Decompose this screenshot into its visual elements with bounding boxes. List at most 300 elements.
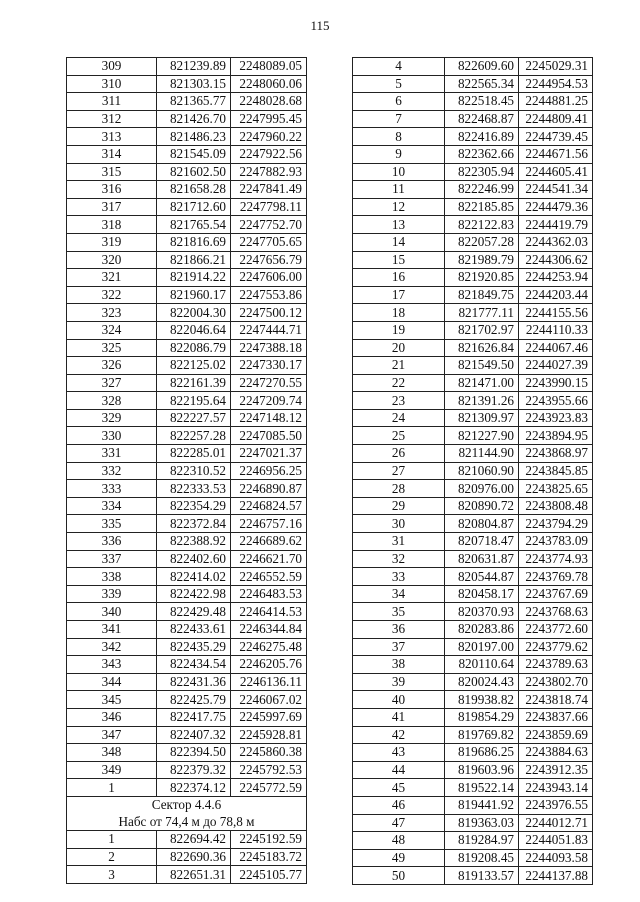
point-number-cell: 339 (67, 585, 157, 603)
x-coordinate-cell: 821365.77 (157, 93, 231, 111)
point-number-cell: 328 (67, 392, 157, 410)
point-number-cell: 322 (67, 286, 157, 304)
y-coordinate-cell: 2246483.53 (231, 585, 307, 603)
point-number-cell: 5 (353, 75, 445, 93)
x-coordinate-cell: 822086.79 (157, 339, 231, 357)
point-number-cell: 4 (353, 58, 445, 76)
x-coordinate-cell: 822425.79 (157, 691, 231, 709)
point-number-cell: 24 (353, 409, 445, 427)
x-coordinate-cell: 820110.64 (445, 656, 519, 674)
x-coordinate-cell: 821391.26 (445, 392, 519, 410)
point-number-cell: 335 (67, 515, 157, 533)
table-row (353, 128, 593, 146)
table-row (67, 480, 307, 498)
x-coordinate-cell: 822402.60 (157, 550, 231, 568)
section-title-row (67, 796, 307, 813)
y-coordinate-cell: 2243894.95 (519, 427, 593, 445)
point-number-cell: 327 (67, 374, 157, 392)
table-row (353, 58, 593, 76)
table-row (67, 198, 307, 216)
point-number-cell: 315 (67, 163, 157, 181)
point-number-cell: 2 (67, 848, 157, 866)
table-row (67, 75, 307, 93)
table-row (67, 673, 307, 691)
table-row (67, 58, 307, 76)
y-coordinate-cell: 2247960.22 (231, 128, 307, 146)
table-row (67, 145, 307, 163)
table-row (353, 867, 593, 885)
x-coordinate-cell: 822354.29 (157, 497, 231, 515)
x-coordinate-cell: 822372.84 (157, 515, 231, 533)
x-coordinate-cell: 822310.52 (157, 462, 231, 480)
point-number-cell: 12 (353, 198, 445, 216)
y-coordinate-cell: 2243774.93 (519, 550, 593, 568)
table-row (353, 673, 593, 691)
table-row (353, 515, 593, 533)
point-number-cell: 348 (67, 744, 157, 762)
point-number-cell: 347 (67, 726, 157, 744)
y-coordinate-cell: 2247085.50 (231, 427, 307, 445)
x-coordinate-cell: 822434.54 (157, 656, 231, 674)
table-row (67, 445, 307, 463)
x-coordinate-cell: 822518.45 (445, 93, 519, 111)
point-number-cell: 349 (67, 761, 157, 779)
x-coordinate-cell: 822407.32 (157, 726, 231, 744)
point-number-cell: 344 (67, 673, 157, 691)
y-coordinate-cell: 2244093.58 (519, 849, 593, 867)
point-number-cell: 34 (353, 585, 445, 603)
point-number-cell: 47 (353, 814, 445, 832)
y-coordinate-cell: 2245860.38 (231, 744, 307, 762)
y-coordinate-cell: 2244671.56 (519, 145, 593, 163)
point-number-cell: 42 (353, 726, 445, 744)
table-row (353, 427, 593, 445)
x-coordinate-cell: 819363.03 (445, 814, 519, 832)
y-coordinate-cell: 2244954.53 (519, 75, 593, 93)
y-coordinate-cell: 2244155.56 (519, 304, 593, 322)
y-coordinate-cell: 2245772.59 (231, 779, 307, 797)
table-row (353, 708, 593, 726)
x-coordinate-cell: 821920.85 (445, 269, 519, 287)
point-number-cell: 321 (67, 269, 157, 287)
y-coordinate-cell: 2243825.65 (519, 480, 593, 498)
y-coordinate-cell: 2243779.62 (519, 638, 593, 656)
point-number-cell: 323 (67, 304, 157, 322)
point-number-cell: 314 (67, 145, 157, 163)
x-coordinate-cell: 822004.30 (157, 304, 231, 322)
point-number-cell: 28 (353, 480, 445, 498)
x-coordinate-cell: 821702.97 (445, 321, 519, 339)
point-number-cell: 338 (67, 568, 157, 586)
table-row (67, 744, 307, 762)
point-number-cell: 316 (67, 181, 157, 199)
y-coordinate-cell: 2247388.18 (231, 339, 307, 357)
x-coordinate-cell: 821777.11 (445, 304, 519, 322)
x-coordinate-cell: 822185.85 (445, 198, 519, 216)
table-row (67, 550, 307, 568)
x-coordinate-cell: 821471.00 (445, 374, 519, 392)
y-coordinate-cell: 2244253.94 (519, 269, 593, 287)
x-coordinate-cell: 820631.87 (445, 550, 519, 568)
x-coordinate-cell: 822195.64 (157, 392, 231, 410)
y-coordinate-cell: 2247270.55 (231, 374, 307, 392)
table-row (67, 409, 307, 427)
x-coordinate-cell: 822690.36 (157, 848, 231, 866)
y-coordinate-cell: 2247148.12 (231, 409, 307, 427)
page-number: 115 (310, 18, 330, 33)
point-number-cell: 326 (67, 357, 157, 375)
point-number-cell: 9 (353, 145, 445, 163)
y-coordinate-cell: 2246956.25 (231, 462, 307, 480)
point-number-cell: 40 (353, 691, 445, 709)
y-coordinate-cell: 2248089.05 (231, 58, 307, 76)
y-coordinate-cell: 2243868.97 (519, 445, 593, 463)
table-row (353, 568, 593, 586)
y-coordinate-cell: 2243943.14 (519, 779, 593, 797)
y-coordinate-cell: 2243783.09 (519, 533, 593, 551)
table-row (67, 339, 307, 357)
x-coordinate-cell: 821816.69 (157, 233, 231, 251)
x-coordinate-cell: 819938.82 (445, 691, 519, 709)
y-coordinate-cell: 2246689.62 (231, 533, 307, 551)
table-row (353, 110, 593, 128)
x-coordinate-cell: 821914.22 (157, 269, 231, 287)
table-row (353, 409, 593, 427)
y-coordinate-cell: 2246757.16 (231, 515, 307, 533)
x-coordinate-cell: 821303.15 (157, 75, 231, 93)
x-coordinate-cell: 820890.72 (445, 497, 519, 515)
point-number-cell: 333 (67, 480, 157, 498)
point-number-cell: 10 (353, 163, 445, 181)
point-number-cell: 11 (353, 181, 445, 199)
table-row (353, 726, 593, 744)
y-coordinate-cell: 2246824.57 (231, 497, 307, 515)
y-coordinate-cell: 2244419.79 (519, 216, 593, 234)
y-coordinate-cell: 2245192.59 (231, 831, 307, 849)
table-row (353, 392, 593, 410)
table-row (67, 621, 307, 639)
point-number-cell: 44 (353, 761, 445, 779)
y-coordinate-cell: 2244605.41 (519, 163, 593, 181)
table-row (67, 866, 307, 884)
y-coordinate-cell: 2247995.45 (231, 110, 307, 128)
point-number-cell: 319 (67, 233, 157, 251)
y-coordinate-cell: 2243923.83 (519, 409, 593, 427)
table-row (67, 321, 307, 339)
table-row (67, 515, 307, 533)
y-coordinate-cell: 2244137.88 (519, 867, 593, 885)
y-coordinate-cell: 2247922.56 (231, 145, 307, 163)
x-coordinate-cell: 822388.92 (157, 533, 231, 551)
x-coordinate-cell: 822374.12 (157, 779, 231, 797)
y-coordinate-cell: 2248028.68 (231, 93, 307, 111)
point-number-cell: 29 (353, 497, 445, 515)
point-number-cell: 49 (353, 849, 445, 867)
table-row (67, 691, 307, 709)
y-coordinate-cell: 2243837.66 (519, 708, 593, 726)
y-coordinate-cell: 2247705.65 (231, 233, 307, 251)
y-coordinate-cell: 2246621.70 (231, 550, 307, 568)
x-coordinate-cell: 821960.17 (157, 286, 231, 304)
x-coordinate-cell: 822416.89 (445, 128, 519, 146)
x-coordinate-cell: 822125.02 (157, 357, 231, 375)
y-coordinate-cell: 2247882.93 (231, 163, 307, 181)
table-row (67, 603, 307, 621)
table-row (353, 145, 593, 163)
table-row (67, 831, 307, 849)
table-row (67, 779, 307, 797)
x-coordinate-cell: 821712.60 (157, 198, 231, 216)
x-coordinate-cell: 821545.09 (157, 145, 231, 163)
y-coordinate-cell: 2247330.17 (231, 357, 307, 375)
y-coordinate-cell: 2246890.87 (231, 480, 307, 498)
y-coordinate-cell: 2244881.25 (519, 93, 593, 111)
x-coordinate-cell: 822362.66 (445, 145, 519, 163)
table-row (353, 233, 593, 251)
y-coordinate-cell: 2243818.74 (519, 691, 593, 709)
x-coordinate-cell: 821549.50 (445, 357, 519, 375)
table-row (353, 357, 593, 375)
x-coordinate-cell: 821486.23 (157, 128, 231, 146)
x-coordinate-cell: 819133.57 (445, 867, 519, 885)
x-coordinate-cell: 822468.87 (445, 110, 519, 128)
y-coordinate-cell: 2243912.35 (519, 761, 593, 779)
y-coordinate-cell: 2244306.62 (519, 251, 593, 269)
table-row (353, 638, 593, 656)
x-coordinate-cell: 821989.79 (445, 251, 519, 269)
point-number-cell: 330 (67, 427, 157, 445)
table-row (353, 216, 593, 234)
x-coordinate-cell: 822609.60 (445, 58, 519, 76)
y-coordinate-cell: 2244541.34 (519, 181, 593, 199)
x-coordinate-cell: 822694.42 (157, 831, 231, 849)
x-coordinate-cell: 821309.97 (445, 409, 519, 427)
table-row (67, 128, 307, 146)
table-row (353, 181, 593, 199)
x-coordinate-cell: 822414.02 (157, 568, 231, 586)
y-coordinate-cell: 2243845.85 (519, 462, 593, 480)
table-row (353, 691, 593, 709)
y-coordinate-cell: 2245997.69 (231, 708, 307, 726)
table-row (67, 568, 307, 586)
point-number-cell: 36 (353, 621, 445, 639)
x-coordinate-cell: 822227.57 (157, 409, 231, 427)
table-row (353, 744, 593, 762)
table-row (67, 163, 307, 181)
x-coordinate-cell: 819284.97 (445, 832, 519, 850)
y-coordinate-cell: 2243794.29 (519, 515, 593, 533)
table-row (353, 832, 593, 850)
x-coordinate-cell: 822433.61 (157, 621, 231, 639)
table-row (67, 110, 307, 128)
point-number-cell: 23 (353, 392, 445, 410)
y-coordinate-cell: 2244067.46 (519, 339, 593, 357)
point-number-cell: 22 (353, 374, 445, 392)
y-coordinate-cell: 2247209.74 (231, 392, 307, 410)
point-number-cell: 48 (353, 832, 445, 850)
table-row (353, 656, 593, 674)
y-coordinate-cell: 2243976.55 (519, 796, 593, 814)
point-number-cell: 13 (353, 216, 445, 234)
x-coordinate-cell: 821866.21 (157, 251, 231, 269)
x-coordinate-cell: 820544.87 (445, 568, 519, 586)
x-coordinate-cell: 819603.96 (445, 761, 519, 779)
point-number-cell: 39 (353, 673, 445, 691)
point-number-cell: 45 (353, 779, 445, 797)
y-coordinate-cell: 2243772.60 (519, 621, 593, 639)
point-number-cell: 311 (67, 93, 157, 111)
point-number-cell: 32 (353, 550, 445, 568)
table-row (353, 796, 593, 814)
y-coordinate-cell: 2245029.31 (519, 58, 593, 76)
x-coordinate-cell: 821227.90 (445, 427, 519, 445)
x-coordinate-cell: 822394.50 (157, 744, 231, 762)
table-row (353, 286, 593, 304)
x-coordinate-cell: 819854.29 (445, 708, 519, 726)
table-row (67, 304, 307, 322)
x-coordinate-cell: 822422.98 (157, 585, 231, 603)
x-coordinate-cell: 820718.47 (445, 533, 519, 551)
y-coordinate-cell: 2247021.37 (231, 445, 307, 463)
table-row (67, 233, 307, 251)
point-number-cell: 37 (353, 638, 445, 656)
x-coordinate-cell: 820458.17 (445, 585, 519, 603)
y-coordinate-cell: 2246275.48 (231, 638, 307, 656)
table-row (353, 339, 593, 357)
y-coordinate-cell: 2245183.72 (231, 848, 307, 866)
y-coordinate-cell: 2244051.83 (519, 832, 593, 850)
table-row (353, 321, 593, 339)
point-number-cell: 30 (353, 515, 445, 533)
point-number-cell: 18 (353, 304, 445, 322)
y-coordinate-cell: 2244027.39 (519, 357, 593, 375)
y-coordinate-cell: 2244012.71 (519, 814, 593, 832)
y-coordinate-cell: 2243808.48 (519, 497, 593, 515)
y-coordinate-cell: 2246344.84 (231, 621, 307, 639)
y-coordinate-cell: 2246414.53 (231, 603, 307, 621)
table-row (353, 480, 593, 498)
table-row (67, 761, 307, 779)
y-coordinate-cell: 2244739.45 (519, 128, 593, 146)
table-row (67, 357, 307, 375)
table-row (353, 779, 593, 797)
y-coordinate-cell: 2247444.71 (231, 321, 307, 339)
x-coordinate-cell: 822122.83 (445, 216, 519, 234)
point-number-cell: 3 (67, 866, 157, 884)
point-number-cell: 332 (67, 462, 157, 480)
table-row (67, 708, 307, 726)
x-coordinate-cell: 822046.64 (157, 321, 231, 339)
table-row (353, 251, 593, 269)
point-number-cell: 6 (353, 93, 445, 111)
point-number-cell: 38 (353, 656, 445, 674)
x-coordinate-cell: 820197.00 (445, 638, 519, 656)
table-row (353, 462, 593, 480)
x-coordinate-cell: 822057.28 (445, 233, 519, 251)
section-subtitle-row (67, 814, 307, 831)
table-row (353, 814, 593, 832)
y-coordinate-cell: 2246067.02 (231, 691, 307, 709)
y-coordinate-cell: 2243769.78 (519, 568, 593, 586)
table-row (353, 621, 593, 639)
y-coordinate-cell: 2243802.70 (519, 673, 593, 691)
point-number-cell: 15 (353, 251, 445, 269)
table-row (67, 286, 307, 304)
table-row (67, 181, 307, 199)
y-coordinate-cell: 2246205.76 (231, 656, 307, 674)
table-row (67, 251, 307, 269)
y-coordinate-cell: 2245105.77 (231, 866, 307, 884)
y-coordinate-cell: 2247841.49 (231, 181, 307, 199)
point-number-cell: 324 (67, 321, 157, 339)
coordinates-table-left (66, 57, 307, 884)
x-coordinate-cell: 822285.01 (157, 445, 231, 463)
y-coordinate-cell: 2243859.69 (519, 726, 593, 744)
y-coordinate-cell: 2243990.15 (519, 374, 593, 392)
point-number-cell: 16 (353, 269, 445, 287)
table-row (67, 726, 307, 744)
x-coordinate-cell: 822435.29 (157, 638, 231, 656)
y-coordinate-cell: 2244479.36 (519, 198, 593, 216)
table-row (67, 216, 307, 234)
point-number-cell: 26 (353, 445, 445, 463)
section-subtitle: Набс от 74,4 м до 78,8 м (67, 814, 307, 831)
point-number-cell: 21 (353, 357, 445, 375)
x-coordinate-cell: 822379.32 (157, 761, 231, 779)
table-row (353, 75, 593, 93)
y-coordinate-cell: 2246552.59 (231, 568, 307, 586)
y-coordinate-cell: 2247606.00 (231, 269, 307, 287)
table-row (67, 392, 307, 410)
point-number-cell: 317 (67, 198, 157, 216)
x-coordinate-cell: 821426.70 (157, 110, 231, 128)
table-row (353, 269, 593, 287)
point-number-cell: 1 (67, 831, 157, 849)
point-number-cell: 343 (67, 656, 157, 674)
y-coordinate-cell: 2246136.11 (231, 673, 307, 691)
x-coordinate-cell: 820283.86 (445, 621, 519, 639)
point-number-cell: 334 (67, 497, 157, 515)
x-coordinate-cell: 821060.90 (445, 462, 519, 480)
point-number-cell: 331 (67, 445, 157, 463)
point-number-cell: 1 (67, 779, 157, 797)
table-row (353, 445, 593, 463)
point-number-cell: 20 (353, 339, 445, 357)
x-coordinate-cell: 822429.48 (157, 603, 231, 621)
y-coordinate-cell: 2247553.86 (231, 286, 307, 304)
point-number-cell: 337 (67, 550, 157, 568)
x-coordinate-cell: 819686.25 (445, 744, 519, 762)
point-number-cell: 313 (67, 128, 157, 146)
x-coordinate-cell: 821658.28 (157, 181, 231, 199)
table-row (67, 497, 307, 515)
point-number-cell: 342 (67, 638, 157, 656)
table-row (353, 849, 593, 867)
point-number-cell: 318 (67, 216, 157, 234)
point-number-cell: 33 (353, 568, 445, 586)
y-coordinate-cell: 2244203.44 (519, 286, 593, 304)
point-number-cell: 7 (353, 110, 445, 128)
table-row (353, 198, 593, 216)
y-coordinate-cell: 2244110.33 (519, 321, 593, 339)
table-row (67, 585, 307, 603)
coordinates-table-right (352, 57, 593, 885)
point-number-cell: 41 (353, 708, 445, 726)
point-number-cell: 345 (67, 691, 157, 709)
x-coordinate-cell: 819441.92 (445, 796, 519, 814)
x-coordinate-cell: 821602.50 (157, 163, 231, 181)
x-coordinate-cell: 821849.75 (445, 286, 519, 304)
